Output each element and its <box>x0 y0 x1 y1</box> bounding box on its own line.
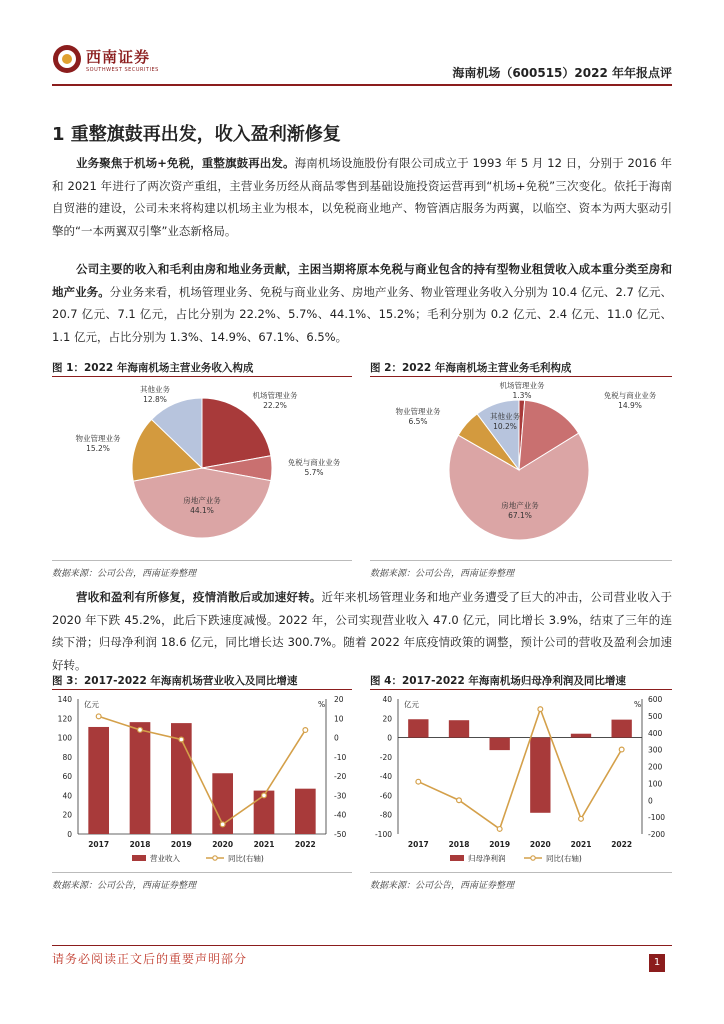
paragraph-1 <box>52 152 672 242</box>
x-tick-2019: 2019 <box>170 840 192 849</box>
legend-line-marker <box>531 856 535 860</box>
pie-slice-value-2: 5.7% <box>304 468 324 477</box>
left-axis-tick-3: -60 <box>379 791 392 801</box>
right-axis-tick-1: -200 <box>648 830 666 839</box>
left-axis-tick-5: -20 <box>379 752 392 762</box>
right-axis-tick-4: -20 <box>334 772 347 782</box>
yoy-point-2022 <box>619 747 624 752</box>
figure-3-combo-chart <box>52 691 352 871</box>
bar-2022 <box>612 720 632 738</box>
right-axis-unit-label: % <box>634 700 642 709</box>
pie-slice-name-5: 其他业务 <box>490 412 520 421</box>
legend-bar-label: 归母净利润 <box>468 854 506 863</box>
pie-slice-name-2: 免税与商业业务 <box>603 391 657 400</box>
right-axis-tick-7: 10 <box>334 714 344 724</box>
logo-text-cn: 西南证券 <box>86 48 151 66</box>
bar-2021 <box>571 734 591 738</box>
yoy-point-2019 <box>179 737 184 742</box>
section-title: 1 重整旗鼓再出发，收入盈利渐修复 <box>52 124 341 145</box>
left-axis-tick-8: 40 <box>382 695 392 704</box>
bar-2020 <box>530 738 550 813</box>
report-title: 海南机场（600515）2022 年年报点评 <box>452 66 672 80</box>
logo-text-en: SOUTHWEST SECURITIES <box>86 67 159 73</box>
pie-slice-value-2: 14.9% <box>618 401 642 410</box>
right-axis-tick-1: -50 <box>334 830 347 839</box>
figure-1-title: 图 1：2022 年海南机场主营业务收入构成 <box>52 362 254 374</box>
x-tick-2021: 2021 <box>253 840 275 849</box>
figure-1-top-rule <box>52 376 352 377</box>
figure-2-pie-chart <box>370 378 672 558</box>
left-axis-tick-5: 80 <box>62 752 72 762</box>
paragraph-1-body: 海南机场设施股份有限公司成立于 1993 年 5 月 12 日，分别于 2016 年和 2021 年进行了两次资产重组，主营业务历经从商品零售到基础设施投资运营再到“机场+免税”三次变化。依托于海南自贸港的建设，公司未来将构建以机场主业为根本，以免税商业地产、物管酒店服务为两翼，以临空、资本为两大驱动引擎的“一本两翼双引擎”业态新格局。 <box>52 156 672 238</box>
pie-slice-name-4: 物业管理业务 <box>395 407 441 416</box>
left-axis-tick-1: 0 <box>67 830 72 839</box>
figure-3-title: 图 3：2017-2022 年海南机场营业收入及同比增速 <box>52 675 298 687</box>
yoy-point-2020 <box>220 822 225 827</box>
figure-2-title: 图 2：2022 年海南机场主营业务毛利构成 <box>370 362 572 374</box>
figure-2-top-rule <box>370 376 672 377</box>
x-tick-2022: 2022 <box>294 840 316 849</box>
bar-2017 <box>88 727 109 834</box>
pie-slice-name-3: 房地产业务 <box>501 501 539 510</box>
footer-disclaimer-note: 请务必阅读正文后的重要声明部分 <box>52 952 248 966</box>
pie-slice-name-1: 机场管理业务 <box>252 391 298 400</box>
x-tick-2020: 2020 <box>529 840 551 849</box>
yoy-point-2019 <box>497 827 502 832</box>
pie-slice-value-5: 12.8% <box>143 395 167 404</box>
x-tick-2018: 2018 <box>129 840 151 849</box>
pie-slice-value-4: 6.5% <box>408 417 428 426</box>
left-axis-tick-2: -80 <box>379 810 392 820</box>
figure-1-pie-chart <box>52 378 352 558</box>
left-axis-tick-6: 0 <box>387 733 392 743</box>
company-logo-icon <box>52 44 82 74</box>
bar-2018 <box>449 720 469 737</box>
yoy-point-2022 <box>303 728 308 733</box>
right-axis-tick-9: 600 <box>648 695 663 704</box>
pie-slice-value-5: 10.2% <box>493 422 517 431</box>
right-axis-tick-2: -100 <box>648 813 666 823</box>
figure-1-bottom-rule <box>52 560 352 561</box>
figure-1-source: 数据来源：公司公告，西南证券整理 <box>52 569 197 579</box>
x-tick-2020: 2020 <box>212 840 234 849</box>
paragraph-3-lead: 营收和盈利有所修复，疫情消散后或加速好转。 <box>76 590 322 604</box>
paragraph-3 <box>52 586 672 676</box>
figure-4-combo-chart <box>370 691 672 871</box>
right-axis-tick-6: 0 <box>334 733 339 743</box>
pie-slice-name-5: 其他业务 <box>140 385 170 394</box>
x-tick-2018: 2018 <box>448 840 470 849</box>
footer-divider <box>52 945 672 946</box>
yoy-point-2021 <box>262 793 267 798</box>
legend-bar-swatch <box>132 855 146 861</box>
pie-slice-name-4: 物业管理业务 <box>75 434 121 443</box>
paragraph-2-body: 分业务来看，机场管理业务、免税与商业业务、房地产业务、物业管理业务收入分别为 10.4 亿元、2.7 亿元、20.7 亿元、7.1 亿元，占比分别为 22.2%、5.7%、44.1%、15.2%；毛利分别为 0.2 亿元、2.4 亿元、11.0 亿元、1.1 亿元，占比分别为 1.3%、14.9%、67.1%、6.5%。 <box>52 284 673 344</box>
bar-2022 <box>295 789 316 834</box>
figure-3-top-rule <box>52 689 352 690</box>
figure-3-source: 数据来源：公司公告，西南证券整理 <box>52 881 197 891</box>
figure-4-bottom-rule <box>370 872 672 873</box>
right-axis-tick-8: 20 <box>334 695 344 704</box>
left-axis-tick-4: -40 <box>379 772 392 782</box>
left-axis-unit-label: 亿元 <box>84 700 99 709</box>
pie-slice-value-3: 44.1% <box>190 506 214 515</box>
right-axis-tick-5: 200 <box>648 762 663 772</box>
legend-line-label: 同比(右轴) <box>228 854 264 863</box>
left-axis-tick-7: 20 <box>382 714 392 724</box>
right-axis-tick-7: 400 <box>648 728 663 738</box>
figure-4-top-rule <box>370 689 672 690</box>
x-tick-2019: 2019 <box>489 840 511 849</box>
right-axis-tick-5: -10 <box>334 752 347 762</box>
left-axis-tick-2: 20 <box>62 810 72 820</box>
right-axis-tick-3: -30 <box>334 791 347 801</box>
figure-4-source: 数据来源：公司公告，西南证券整理 <box>370 881 515 891</box>
yoy-point-2017 <box>96 714 101 719</box>
legend-bar-swatch <box>450 855 464 861</box>
pie-slice-name-2: 免税与商业业务 <box>287 458 341 467</box>
right-axis-tick-6: 300 <box>648 745 663 755</box>
yoy-point-2021 <box>579 816 584 821</box>
pie-slice-value-1: 22.2% <box>263 401 287 410</box>
bar-2017 <box>408 719 428 737</box>
paragraph-2-lead: 公司主要的收入和毛利由房和地业务贡献，主困当期将原本免税与商业包含的持有型物业租赁收入成本重分类至房和地产业务。 <box>52 262 672 299</box>
yoy-point-2017 <box>416 779 421 784</box>
figure-3-bottom-rule <box>52 872 352 873</box>
header-divider <box>52 84 672 86</box>
figure-2-source: 数据来源：公司公告，西南证券整理 <box>370 569 515 579</box>
x-tick-2022: 2022 <box>611 840 633 849</box>
x-tick-2017: 2017 <box>407 840 429 849</box>
left-axis-unit-label: 亿元 <box>404 700 419 709</box>
figure-4-title: 图 4：2017-2022 年海南机场归母净利润及同比增速 <box>370 675 626 687</box>
yoy-point-2018 <box>457 798 462 803</box>
pie-slice-value-1: 1.3% <box>512 391 532 400</box>
paragraph-2 <box>52 258 672 348</box>
paragraph-1-lead: 业务聚焦于机场+免税，重整旗鼓再出发。 <box>76 156 295 170</box>
left-axis-tick-8: 140 <box>57 695 72 704</box>
x-tick-2017: 2017 <box>88 840 110 849</box>
figure-2-bottom-rule <box>370 560 672 561</box>
bar-2018 <box>130 722 151 834</box>
pie-slice-name-3: 房地产业务 <box>183 496 221 505</box>
right-axis-tick-4: 100 <box>648 779 663 789</box>
legend-line-marker <box>213 856 217 860</box>
right-axis-tick-3: 0 <box>648 796 653 806</box>
left-axis-tick-1: -100 <box>374 830 392 839</box>
left-axis-tick-4: 60 <box>62 772 72 782</box>
yoy-point-2020 <box>538 707 543 712</box>
right-axis-unit-label: % <box>318 700 326 709</box>
pie-slice-name-1: 机场管理业务 <box>499 381 545 390</box>
right-axis-tick-2: -40 <box>334 810 347 820</box>
left-axis-tick-6: 100 <box>57 733 72 743</box>
x-tick-2021: 2021 <box>570 840 592 849</box>
page-number: 1 <box>649 954 665 972</box>
legend-bar-label: 营业收入 <box>150 854 180 863</box>
yoy-point-2018 <box>138 727 143 732</box>
right-axis-tick-8: 500 <box>648 711 663 721</box>
bar-2019 <box>490 738 510 751</box>
legend-line-label: 同比(右轴) <box>546 854 582 863</box>
pie-slice-value-3: 67.1% <box>508 511 532 520</box>
paragraph-3-body: 近年来机场管理业务和地产业务遭受了巨大的冲击，公司营业收入于 2020 年下跌 45.2%，此后下跌速度减慢。2022 年，公司实现营业收入 47.0 亿元，同比增长 3.9%，结束了三年的连续下滑；归母净利润 18.6 亿元，同比增长达 300.7%。随着 2022 年底疫情政策的调整，预计公司的营收及盈利会加速好转。 <box>52 590 673 672</box>
left-axis-tick-7: 120 <box>57 714 72 724</box>
left-axis-tick-3: 40 <box>62 791 72 801</box>
pie-slice-value-4: 15.2% <box>86 444 110 453</box>
